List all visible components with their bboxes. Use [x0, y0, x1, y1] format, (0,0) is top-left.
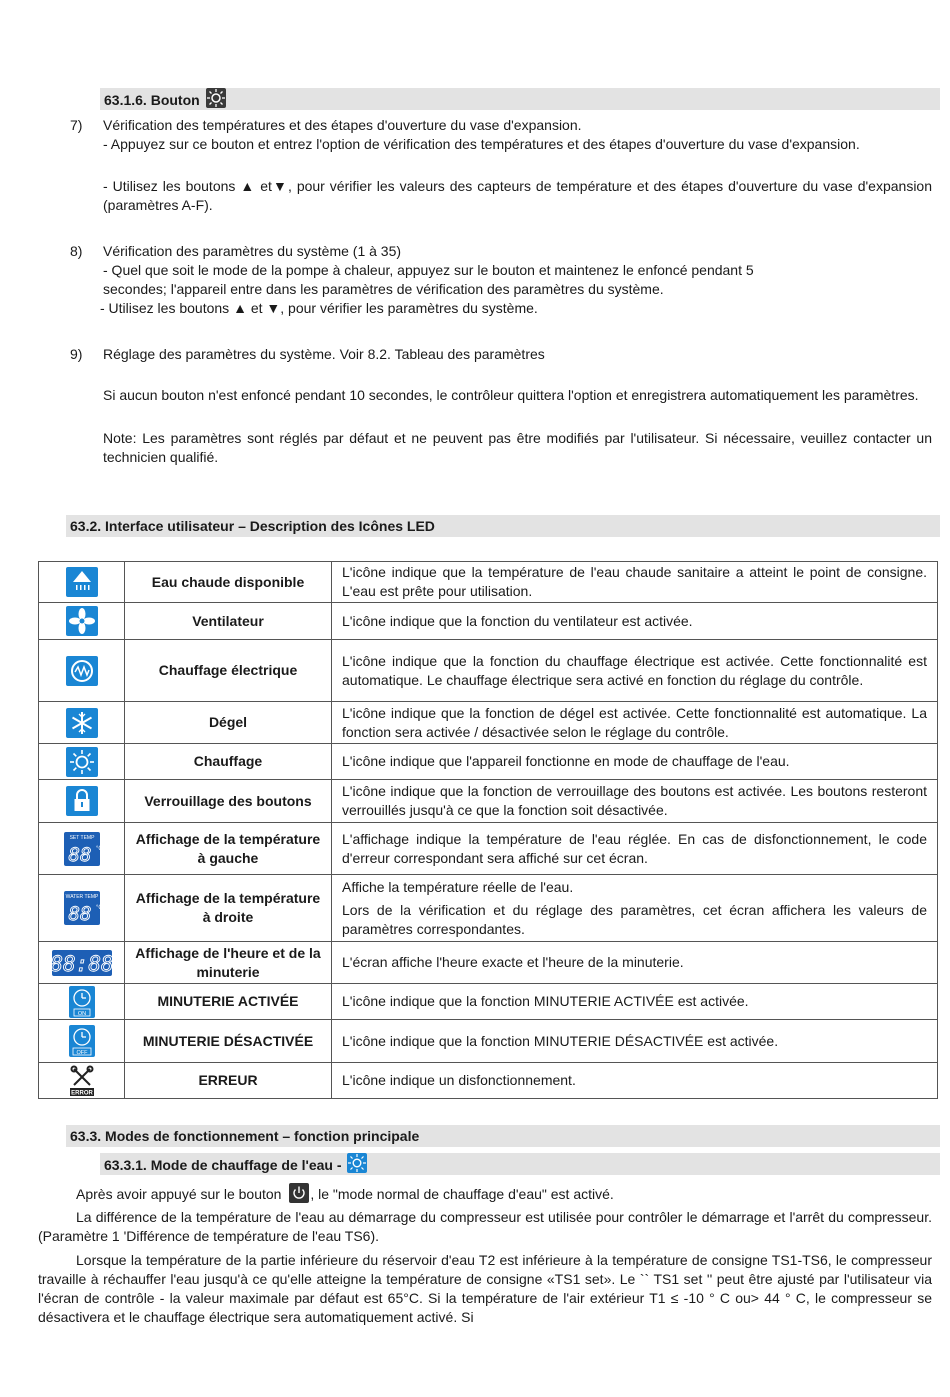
- power-icon: [289, 1183, 309, 1203]
- icon-name: Dégel: [125, 702, 332, 744]
- table-row: [39, 1063, 938, 1099]
- item-paragraph: - Utilisez les boutons ▲ et ▼, pour vérifier les paramètres du système.: [100, 300, 538, 316]
- icon-description: L'écran affiche l'heure exacte et l'heure de la minuterie.: [332, 942, 938, 984]
- svg-text:SET TEMP: SET TEMP: [69, 834, 94, 841]
- body-paragraph: La différence de la température de l'eau au démarrage du compresseur est utilisée pour contrôler le démarrage et l'arrêt du compresseur. (Paramètre 1 'Différence de température de l'eau TS6).: [38, 1209, 932, 1244]
- item-title: Vérification des températures et des étapes d'ouverture du vase d'expansion.: [103, 117, 582, 133]
- icon-name: MINUTERIE ACTIVÉE: [125, 984, 332, 1020]
- section-title: 63.1.6. Bouton: [104, 92, 200, 108]
- svg-text:ON: ON: [77, 1010, 86, 1017]
- table-row: [39, 875, 938, 942]
- error-tools-icon: [68, 1065, 96, 1097]
- water-temp-display-icon: [64, 891, 103, 925]
- down-arrow-icon: ▼: [271, 178, 288, 194]
- sun-icon: [66, 747, 98, 777]
- set-temp-display-icon: [64, 832, 103, 866]
- snowflake-icon: [66, 708, 98, 738]
- table-row: [39, 823, 938, 875]
- item-title: Vérification des paramètres du système (1 à 35): [103, 243, 402, 259]
- icon-description: L'icône indique que l'appareil fonctionne en mode de chauffage de l'eau.: [332, 744, 938, 780]
- table-row: [39, 702, 938, 744]
- item-title: Réglage des paramètres du système. Voir 8.2. Tableau des paramètres: [103, 346, 545, 362]
- svg-text:°C: °C: [95, 905, 103, 911]
- fan-icon: [66, 606, 98, 636]
- icon-description: L'affichage indique la température de l'eau réglée. En cas de disfonctionnement, le code d'erreur correspondant sera affiché sur cet écran.: [332, 823, 938, 875]
- icon-name: Affichage de la température à droite: [125, 875, 332, 942]
- table-row: [39, 1020, 938, 1063]
- icon-description: L'icône indique que la fonction MINUTERIE DÉSACTIVÉE est activée.: [332, 1020, 938, 1063]
- item-paragraph: - Quel que soit le mode de la pompe à chaleur, appuyez sur le bouton et maintenez le enfoncé pendant 5: [103, 262, 754, 278]
- item-paragraph: Si aucun bouton n'est enfoncé pendant 10 secondes, le contrôleur quittera l'option et enregistrera automatiquement les paramètres.: [103, 387, 919, 403]
- item-number: 7): [70, 117, 83, 133]
- svg-text:88:88: 88:88: [49, 951, 114, 976]
- table-row: [39, 942, 938, 984]
- svg-text:88: 88: [68, 903, 91, 925]
- item-number: 9): [70, 346, 83, 362]
- table-row: [39, 984, 938, 1020]
- electric-heater-icon: [66, 656, 98, 686]
- icon-name: Verrouillage des boutons: [125, 780, 332, 823]
- section-heading-632: [66, 515, 940, 537]
- timer-on-icon: [69, 986, 95, 1018]
- icon-name: Affichage de l'heure et de la minuterie: [125, 942, 332, 984]
- svg-text:OFF: OFF: [76, 1050, 87, 1056]
- section-heading-6316: [100, 88, 940, 110]
- timer-off-icon: [69, 1025, 95, 1057]
- section-title: 63.3. Modes de fonctionnement – fonction principale: [70, 1128, 420, 1144]
- icon-name: Chauffage électrique: [125, 640, 332, 702]
- icon-name: Chauffage: [125, 744, 332, 780]
- shower-icon: [66, 567, 98, 597]
- table-row: [39, 640, 938, 702]
- icon-description: L'icône indique que la fonction du ventilateur est activée.: [332, 603, 938, 640]
- icon-description: L'icône indique un disfonctionnement.: [332, 1063, 938, 1099]
- up-arrow-icon: ▲: [240, 178, 256, 194]
- svg-text:WATER TEMP: WATER TEMP: [65, 894, 98, 900]
- lock-icon: [66, 786, 98, 816]
- table-row: [39, 744, 938, 780]
- section-heading-633: [66, 1125, 940, 1147]
- icon-name: ERREUR: [125, 1063, 332, 1099]
- icon-name: MINUTERIE DÉSACTIVÉE: [125, 1020, 332, 1063]
- sun-icon: [347, 1153, 367, 1173]
- icon-description: L'icône indique que la fonction de verrouillage des boutons est activée. Les boutons resteront verrouillés jusqu'à ce que la fonction soit désactivée.: [332, 780, 938, 823]
- icon-description: L'icône indique que la fonction de dégel est activée. Cette fonctionnalité est automatique. La fonction sera activée / désactivée selon le réglage du contrôle.: [332, 702, 938, 744]
- item-paragraph: - Utilisez les boutons ▲ et▼, pour vérifier les valeurs des capteurs de température et des étapes d'ouverture du vase d'expansion (paramètres A-F).: [103, 178, 933, 213]
- icon-description: L'icône indique que la température de l'eau chaude sanitaire a atteint le point de consigne. L'eau est prête pour utilisation.: [332, 562, 938, 603]
- icon-name: Ventilateur: [125, 603, 332, 640]
- table-row: [39, 780, 938, 823]
- icon-name: Affichage de la température à gauche: [125, 823, 332, 875]
- icon-description: L'icône indique que la fonction du chauffage électrique est activée. Cette fonctionnalité est automatique. Le chauffage électrique sera activé en fonction du réglage du contrôle.: [332, 640, 938, 702]
- clock-display-icon: [49, 950, 114, 976]
- svg-text:ERROR: ERROR: [70, 1090, 93, 1096]
- up-arrow-icon: ▲: [233, 300, 247, 316]
- icon-name: Eau chaude disponible: [125, 562, 332, 603]
- section-title: 63.2. Interface utilisateur – Description des Icônes LED: [70, 518, 435, 534]
- table-row: [39, 603, 938, 640]
- svg-text:°C: °C: [95, 845, 103, 852]
- table-row: [39, 562, 938, 603]
- icon-description: L'icône indique que la fonction MINUTERIE ACTIVÉE est activée.: [332, 984, 938, 1020]
- body-paragraph: Après avoir appuyé sur le bouton , le "mode normal de chauffage d'eau" est activé.: [76, 1183, 614, 1205]
- item-paragraph: - Appuyez sur ce bouton et entrez l'option de vérification des températures et des étapes d'ouverture du vase d'expansion.: [103, 136, 860, 152]
- section-title: 63.3.1. Mode de chauffage de l'eau -: [104, 1157, 342, 1173]
- body-paragraph: Lorsque la température de la partie inférieure du réservoir d'eau T2 est inférieure à la température de consigne TS1-TS6, le compresseur travaille à réchauffer l'eau jusqu'à ce qu'elle atteigne la température de consigne «TS1 set». Le `` TS1 set '' peut être ajusté par l'utilisateur via l'écran de contrôle - la valeur maximale par défaut est 65°C. Si la température de l'air extérieur T1 ≤ -10 ° C ou> 44 ° C, le compresseur se désactivera et le chauffage électrique sera automatiquement activé. Si: [38, 1252, 932, 1325]
- section-heading-6331: [100, 1153, 940, 1175]
- item-paragraph: secondes; l'appareil entre dans les paramètres de vérification des paramètres du système.: [103, 281, 664, 297]
- icon-description: Affiche la température réelle de l'eau. Lors de la vérification et du réglage des paramètres, cet écran affichera les valeurs de paramètres correspondantes.: [332, 875, 938, 942]
- sun-icon: [206, 88, 226, 108]
- note-paragraph: Note: Les paramètres sont réglés par défaut et ne peuvent pas être modifiés par l'utilisateur. Si nécessaire, veuillez contacter un technicien qualifié.: [103, 430, 932, 465]
- down-arrow-icon: ▼: [266, 300, 281, 316]
- led-icon-table: [38, 561, 938, 1099]
- svg-text:88: 88: [68, 843, 91, 866]
- item-number: 8): [70, 243, 83, 259]
